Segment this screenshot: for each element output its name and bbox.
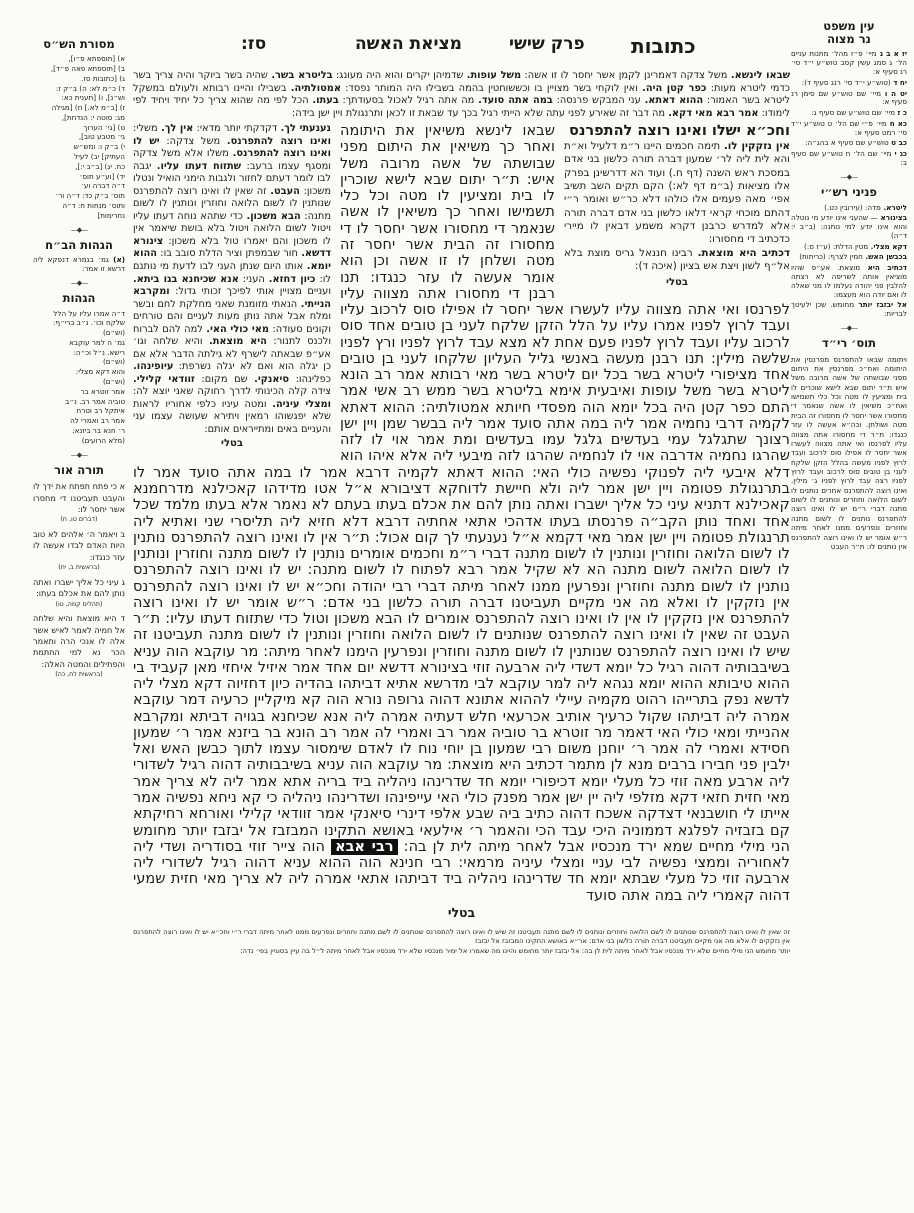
ornament-divider: —◆— xyxy=(70,278,88,287)
ein-mishpat-title-line1: עין משפט xyxy=(823,19,875,33)
hagahot-notes: ד״ה אמרו עליו על הלל שלקח וכו׳. נ״ב ברי״ף: (וש״ם) גמ׳ ה למר עוקבא רישא. נ״ל וכ״ה: (וש״ם) והוא דקא מצלי: (וש״ם) אמר זוטרא בר טוביה אמר רב. נ״ב איתקל רב וטרח אמר רב ואמרי לה ר׳ חנא בר ביזנא: (מלא הרועים) xyxy=(53,308,125,445)
peninei-rashi-title: פניני רש״י xyxy=(821,185,877,200)
tosafot-rid-text: ויתומה שבאו להתפרנס מפרנסין את היתומה ואח״כ מפרנסין את היתום מפני שבושתה של אשה מרובה משל איש ת״ר יתום שבא לישא שוכרים לו בית ומציעין לו מטה וכל כלי תשמישו ואח״כ משיאין לו אשה שנאמר די מחסורו אשר יחסר לו מחסורו זה הבית מטה ושולחן. וכה״א אעשה לו עזר כנגדו: ת״ר די מחסורו אתה מצווה עליו לפרנסו ואי אתה מצווה לעשרו אשר יחסר לו אפילו סוס לרכוב ועבד לרוץ לפניו מעשה בהלל הזקן שלקח לעני בן טובים סוס לרכוב ועבד לרוץ לפניו רצה עבד לרוץ לפניו ג׳ מילין. ואינו רוצה להתפרנס אחרים נותנים לו לשום הלואה וחוזרים ונותנים לו לשום מתנה דברי ר״מ יש לו ואינו רוצה להתפרנס נותנים לו לשום מתנה וחוזרים ונפרעים ממנו לאחר מיתה ר״ש אומר יש לו ואינו רוצה להתפרנס אין נותנים לו: ת״ר העבט xyxy=(791,354,907,551)
rashi-catchword: בטלי xyxy=(221,438,243,450)
masechet-name: כתובות xyxy=(631,34,696,58)
peninei-rashi-entries: ליטרא. מדה: (עירובין כט.) בצינורא — שהעני אינו יודע מי נוטלה והוא אינו יודע למי נותנה: (ב״ב י: ד״ה) דקא מצלי. מטין הדלת: (ע״ז ס:) בכבשן האש. חמין לצרף: (כריתות) דכתיב היא מוצאת. אע״פ שהיו מוציאין אותה לשריפה לא רצתה להלבין פני יהודה נעלמו לו מני שאלה לו ואם יודה הוא מעצמו: אל יבזבז יותר מחומש. שכן ילעיטך לבריות: xyxy=(791,202,908,319)
rashi-column-text: נענעתי לך. דקדקתי יותר מדאי: אין לך. משלי: ואינו רוצה להתפרנס. משל צדקה: יש לו ואינו רוצה להתפרנס. משלו אלא משל צדקה ומסגף עצמו ברעב: שתזוח דעתו עליו. יגבה לבו לומר דעתם לחזור ולגבות הימני הואיל ונטלו משכון: העבט. זה שאין לו ואינו רוצה להתפרנס שנותנין לו לשום הלואה וחוזרין ונותנין לו לשום מתנה: הבא משכון. כדי שתהא נוחה דעתו עליו ויטול לשום הלואה ויטול בלא בושת שיאמר אין לו משכון והם יאמרו טול בלא משכון: צינורא דדשא. חור שבמפתן וציר הדלת סובב בו: ההוא יומא. אותו היום שנתן העני לבו לדעת מי נותנם לו: כיון דחזא. העני: אנא שכיחנא בגו ביתא. ועניים מצויין אותי לפיכך זכותי גדול: ומקרבא הנייתי. הנאתי מזומנת שאני מחלקת לחם ובשר ומלח אבל אתה נותן מעות לעניים והם טורחים וקונים סעודה: מאי כולי האי. למה להם לברוח ולכנס לתנור: היא מוצאת. והיא שלחה וגו׳ אע״פ שבאתה לישרף לא גילתה הדבר אלא אם כן יגלה הוא ואם לא יגלה נשרפת: עיופינהו. כפלינהו: סיאנקי. שם מקום: זוודאי קלילי. צידה קלה הכינותי לדרך רחוקה שאני יוצא לה: ומצלי עיניה. ומטה עיניו כלפי אחוריו לראות שלא יפגשוהו רמאין ויתירא שעושה עצמו עני והעניים באים ומתייראים אותם: xyxy=(133,123,332,435)
tosafot-catchword: בטלי xyxy=(666,276,688,288)
right-margin-column xyxy=(791,18,907,551)
left-margin-column xyxy=(33,36,125,684)
torah-or-verses: א כי פתח תפתח את ידך לו והעבט תעביטנו די מחסרו אשר יחסר לו: (דברים טו, ח) ב ויאמר ה׳ אלהים לא טוב היות האדם לבדו אעשה לו עזר כנגדו: (בראשית ב, יח) ג עיני כל אליך ישברו ואתה נותן להם את אכלם בעתו: (תהלים קמה, טו) ד היא מוצאת והיא שלחה אל חמיה לאמר לאיש אשר אלה לו אנכי הרה ותאמר הכר נא למי החתמת והפתילים והמטה האלה: (בראשית לח, כה) xyxy=(33,481,125,678)
chapter-name: מציאת האשה xyxy=(355,34,462,54)
gemara-catchword: בטלי xyxy=(447,904,476,920)
hagahot-bach-title: הגהות הב״ח xyxy=(45,238,113,253)
perek-number: פרק שישי xyxy=(509,34,585,54)
hagahot-title: הגהות xyxy=(62,291,96,306)
daf-number: סז: xyxy=(241,34,267,54)
text-flow xyxy=(133,123,790,956)
tosafot-paragraph-2: דכתיב היא מוצאת. רבינו חננאל גריס מוצת בלא אל״ף לשון ויצת אש בציון (איכה ד): xyxy=(564,246,790,273)
main-text-block xyxy=(133,34,790,957)
rashi-commentary-top: שבאו לינשא. משל צדקה דאמרינן לקמן אשר יחסר לו זו אשה: משל עופות. שדמיהן יקרים והוא היה מעונג: בליטרא בשר. שהיה בשר ביוקר והיה צריך בשר כדמי ליטרא מעות: כפר קטן היה. ואין לוקחי בשר מצויין בו וכששוחטין בהמה בשבילו היה המותר נפסד: אמטולתיה. בשבילו והיינו רבותא ולעולם במשקל ליטרא בשר האמור: ההוא דאתא. עני המבקש פרנסה: במה אתה סועד. מה אתה רגיל לאכול בסעודתך: בעתו. הכל לפי מה שהוא צריך כל יחיד ויחיד לפי לימודו: אמר רבא מאי דקא. מה דבר זה שאירע לפני עתה שלא הייתי רגיל בכך עד שבאת זו לכאן ותרנגולת ויין ישן בידה: xyxy=(133,70,791,119)
ein-mishpat-title xyxy=(791,20,907,46)
masoret-hashas-notes: א) [תוספתא פ״ו], ב) [תוספתא פאה פ״ד], ג) [כתובות סז. ד) כ״מ לא: ה) ב״ק ז: וש״נ], ו) [תענית כא: ז) [ב״מ לא.] ח) [מגילה מג: סוטה י: הנדחת], ט) [גי׳ הערוך גי׳ מטבע טוב], י) ב״ק ו: ומש״ש העתיק] יב) לעיל כח. יג) [ב״ב י:], יד) [וע״ע תוס׳ ד״ה דברה וע׳ תוס׳ ב״ק כד: ד״ה ור׳ ותוס׳ מנחות ח: ד״ה נחרימות] xyxy=(50,54,125,220)
tosafot-rid-title: תוס׳ רי״ד xyxy=(822,336,876,351)
torah-or-title: תורה אור xyxy=(54,463,104,478)
tosafot-lead-words: וחכ״א ישלו ואינו רוצה להתפרנס xyxy=(568,123,790,140)
ein-mishpat-entries: יז א ב ג מיי׳ פ״ז מהל׳ מתנות עניים הל׳ ג סמג עשין קסב טוש״ע י״ד סי׳ רנ סעיף א: יח ד (טוש״ע י״ד סי׳ רנג סעיף ד): יט ה ו מיי׳ שם טוש״ע שם סימן רנ סעיף א: כ ז מיי׳ שם טוש״ע שם סעיף ג: כא ח מיי׳ פ״י שם הל׳ ט טוש״ע י״ד סי׳ רמט סעיף א: כב ט טוש״ע שם סעיף א בהג״ה: כג י מיי׳ שם הל׳ ח טוש״ע שם סעיף ב: xyxy=(791,49,907,168)
gemara-part-2: הוה צייר זוזי בסודריה ושדי ליה לאחוריה וממצי נפשיה לבי עניי ומצלי עיניה מרמאי: רבי חנינא הוה ההוא עניא דהוה רגיל לשדורי ליה ארבעה זוזי כל מעלי שבתא יומא חד שדרינהו ניהליה ביד דביתהו אתאי אמרה ליה לא צריך מאי חזית שמעי דהוה קאמרי ליה במה אתה סועד xyxy=(133,838,790,904)
ornament-divider: —◆— xyxy=(840,172,858,181)
masoret-hashas-title: מסורת הש״ס xyxy=(43,37,115,51)
ein-mishpat-title-line2: נר מצוה xyxy=(827,32,871,47)
page-header xyxy=(133,34,790,70)
gemara-part-1: שבאו לינשא משיאין את היתומה ואחר כך משיאין את היתום מפני שבושתה של אשה מרובה משל איש: ת״ר יתום שבא לישא שוכרין לו בית ומציעין לו מטה וכל כלי תשמישו ואחר כך משיאין לו אשה שנאמר די מחסורו אשר יחסר לו די מחסורו זה הבית אשר יחסר זה מטה ושלחן לו זו אשה וכן הוא אומר אעשה לו עזר כנגדו: תנו רבנן די מחסורו אתה מצווה עליו לפרנסו ואי אתה מצווה עליו לעשרו אשר יחסר לו אפילו סוס לרכוב עליו ועבד לרוץ לפניו אמרו עליו על הלל הזקן שלקח לעני בן טובים אחד סוס לרכוב עליו ועבד לרוץ לפניו פעם אחת לא מצא עבד לרוץ לפניו ורץ לפניו שלשה מילין: תנו רבנן מעשה באנשי גליל העליון שלקחו לעני בן טובים אחד מציפורי ליטרא בשר בכל יום ליטרא בשר מאי רבותא אמר רב הונא ליטרא בשר משל עופות ואיבעית אימא בליטרא בשר ממש רב אשי אמר התם כפר קטן היה בכל יומא הוה מפסדי חיותא אמטולתיה: ההוא דאתא לקמיה דרבי נחמיה אמר ליה במה אתה סועד אמר ליה בבשר שמן ויין ישן רצונך שתגלגל עמי בעדשים גלגל עמו בעדשים ומת אמר אוי לו לזה שהרגו נחמיה אדרבה אוי לו לנחמיה שהרגו לזה מיבעי ליה אלא איהו הוא דלא איבעי ליה לפנוקי נפשיה כולי האי: ההוא דאתא לקמיה דרבא אמר לו במה אתה סועד אמר לו בתרנגולת פטומה ויין ישן אמר ליה ולא חיישת לדוחקא דציבורא א״ל אטו מדידהו קאכילנא מדרחמנא קאכילנא דתניא עיני כל אליך ישברו ואתה נותן להם את אכלם בעתו בעתם לא נאמר אלא בעתו מלמד שכל אחד ואחד נותן הקב״ה פרנסתו בעתו אדהכי אתאי אחתיה דרבא דלא חזיא ליה תליסרי שני ואתיא ליה תרנגולת פטומה ויין ישן אמר מאי דקמא א״ל נענעתי לך קום אכול: ת״ר אין לו ואינו רוצה להתפרנס נותנין לו לשום הלואה וחוזרין ונותנין לו לשום מתנה דברי ר״מ וחכמים אומרים נותנין לו לשום מתנה וחוזרין ונותנין לו לשום הלואה לשום מתנה הא לא שקיל אמר רבא לפתוח לו לשום מתנה: יש לו ואינו רוצה להתפרנס נותנין לו לשום מתנה וחוזרין ונפרעין ממנו לאחר מיתה דברי רבי יהודה וחכ״א יש לו ואינו רוצה להתפרנס אין נזקקין לו ואלא מה אני מקיים תעביטנו דברה תורה כלשון בני אדם: ר״ש אומר יש לו ואינו רוצה להתפרנס אין נזקקין לו אין לו ואינו רוצה להתפרנס אומרים לו הבא משכון וטול כדי שתזוח דעתו עליו: ת״ר העבט זה שאין לו ואינו רוצה להתפרנס שנותנים לו לשום הלואה וחוזרין ונותנין לו לשום מתנה תעביטנו זה שיש לו ואינו רוצה להתפרנס שנותנין לו לשום מתנה וחוזרין ונפרעין הימנו לאחר מיתה: מר עוקבא הוה עניא בשיבבותיה דהוה רגיל כל יומא דשדי ליה ארבעה זוזי בצינורא דדשא יום אחד אמר איזיל איחזי מאן קעביד בי ההוא טיבותא ההוא יומא נגהא ליה למר עוקבא לבי מדרשא אתיא דביתהו בהדיה כיון דחזיוה דקא מצלי ליה לדשא נפק בתרייהו רהוט מקמיה עיילי לההוא אתונא דהוה גרופה נורא הוה קא מיקליין כרעיה דמר עוקבא אמרה ליה דביתהו שקול כרעיך אותיב אכרעאי חלש דעתיה אמרה ליה אנא שכיחנא בגויה דביתא ומקרבא אהנייתי ומאי כולי האי דאמר מר זוטרא בר טוביה אמר רב ואמרי לה אמר רב הונא בר ביזנא אמר ר׳ שמעון חסידא ואמרי לה אמר ר׳ יוחנן משום רבי שמעון בן יוחי נוח לו לאדם שימסור עצמו לתוך כבשן האש ואל ילבין פני חבירו ברבים מנא לן מתמר דכתיב היא מוצאת: מר עוקבא הוה עניא בשיבבותיה דהוה רגיל לשדורי ליה ארבע מאה זוזי כל מעלי יומא דכיפורי יומא חד שדרינהו ניהליה ביד בריה אתא אמר ליה לא צריך אמר מאי חזית חזאי דקא מזלפי ליה יין ישן אמר מפנק כולי האי עייפינהו ושדרינהו ניהליה כי קא ניחא נפשיה אמר אייתו לי חושבנאי דצדקה אשכח דהוה כתיב ביה שבע אלפי דינרי סיאנקי אמר זוודאי קלילי ואורחא רחיקתא קם בזבזיה לפלגא דממוניה היכי עבד הכי והאמר ר׳ אילעאי באושא התקינו המבזבז אל יבזבז יותר מחומש הני מילי מחיים שמא ירד מנכסיו אבל לאחר מיתה לית לן בה: xyxy=(133,123,790,855)
tosafot-paragraph-1: אין נזקקין לו. תימה חכמים היינו ר״מ דלעיל וא״ת והא לית ליה לר׳ שמעון דברה תורה כלשון בני אדם במסכת ראש השנה (דף ח.) ועוד הא דדרשינן בפרק אלו מציאות (ב״מ דף לא:) הקם תקים השב תשיב אפי׳ מאה פעמים אלו כולהו דלא כר״ש ואומר ר״י דהתם מוכחי קראי דלאו כלשון בני אדם דברה תורה אלא למדרש כרבנן דקרא משמע דבאין לו מיירי כדכתיב די מחסורו: xyxy=(564,139,790,246)
gemara-highlight-box: רבי אבא xyxy=(331,839,398,855)
bottom-overflow-notes: זה שאין לו ואינו רוצה להתפרנס שנותנים לו לשם הלואה וחוזרים ונותנים לו לשם מתנה תעביטנו זה שיש לו ואינו רוצה להתפרנס שנותנים לו לשם מתנה וחוזרים ונפרעים ממנו לאחר מיתה דברי ר״י וחכ״א יש לו ואינו רוצה להתפרנס אין נזקקים לו אלא מה אני מקיים תעביטנו דברה תורה כלשון בני אדם: אר״א באושא התקינו המבזבז אל יבזבז יותר מחומש הני מילי מחיים שלא ירד מנכסיו אבל לאחר מיתה לית לן בה: אל יבזבז יותר מחומש והיינו מה שאמרו אל ימיר מנכסיו שלא ירד מנכסיו אבל לאחר מיתה ל״ל בה עיין בסוגיין בפי׳ נדה: xyxy=(133,927,790,956)
hagahot-bach-notes: (א) גמ׳ בגמרא דנפקא ליה דרשא זו אמר: xyxy=(33,255,125,274)
ornament-divider: —◆— xyxy=(840,323,858,332)
tosafot-commentary-column xyxy=(564,123,790,288)
ornament-divider: —◆— xyxy=(70,225,88,234)
ornament-divider: —◆— xyxy=(70,450,88,459)
rashi-commentary-column xyxy=(133,123,331,451)
